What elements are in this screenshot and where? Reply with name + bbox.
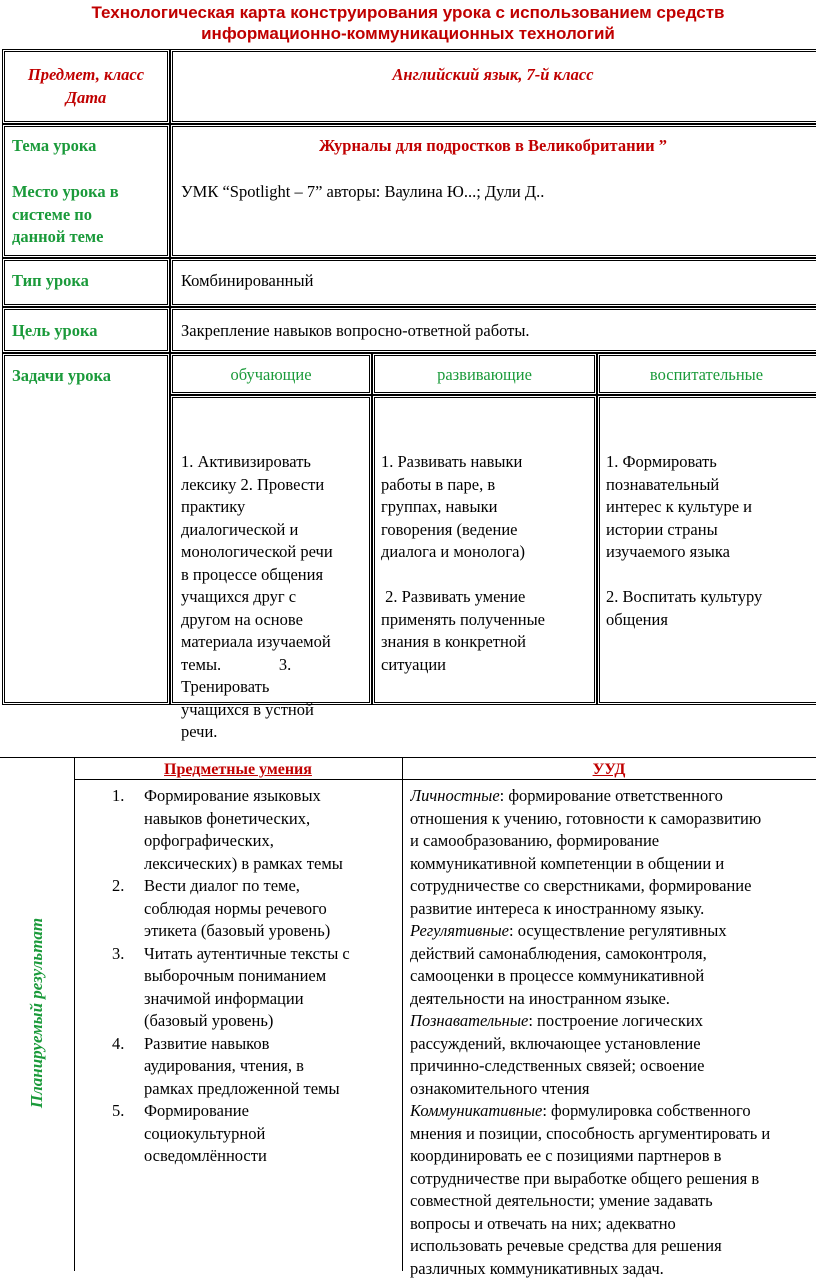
type-value: Комбинированный [181, 271, 314, 290]
place-label: Место урока в системе по данной теме [12, 182, 119, 246]
results-column-divider [402, 757, 403, 1271]
topic-label: Тема урока [12, 136, 97, 155]
tasks-developing-text: 1. Развивать навыки работы в паре, в группах, навыки говорения (ведение диалога и монолога) 2. Развивать умение применять полученные знания в конкретной ситуации [381, 452, 545, 674]
place-value: УМК “Spotlight – 7” авторы: Ваулина Ю...; Дули Д.. [181, 182, 545, 201]
uud-personal: Личностные: формирование ответственного отношения к учению, готовности к саморазвитию и самообразованию, формирование коммуникативной компетенции в общении и сотрудничестве со сверстниками, формирование развитие интереса к иностранному языку. [410, 786, 762, 918]
topic-value: Журналы для подростков в Великобритании ” [318, 136, 667, 155]
results-top-border [0, 757, 816, 758]
goal-label: Цель урока [12, 321, 98, 340]
uud-communicative: Коммуникативные: формулировка собственного мнения и позиции, способность аргументировать и координировать ее с позициями партнеров в сотрудничестве при выработке общего решения в совместной деятельности; умение задавать вопросы и отвечать на них; адекватно использовать речевые средства для решения различных коммуникативных задач. [410, 1101, 771, 1278]
uud-regulatory: Регулятивные: осуществление регулятивных действий самонаблюдения, самоконтроля, самооценки в процессе коммуникативной деятельности на иностранном языке. [410, 921, 727, 1008]
uud-text [410, 785, 816, 1280]
tasks-label-cell [2, 353, 170, 705]
page-title [0, 2, 816, 44]
title-line-1: Технологическая карта конструирования урока с использованием средств [91, 3, 725, 22]
list-item: 4. Развитие навыков аудирования, чтения, в рамках предложенной темы [112, 1033, 340, 1098]
subject-skills-header: Предметные умения [164, 761, 312, 778]
uud-cognitive: Познавательные: построение логических рассуждений, включающее установление причинно-следственных связей; освоение ознакомительного чтения [410, 1011, 705, 1098]
type-label: Тип урока [12, 271, 89, 290]
tasks-header-1: обучающие [230, 365, 312, 384]
tasks-teaching-text: 1. Активизировать лексику 2. Провести практику диалогической и монологической речи в процессе общения учащихся друг с другом на основе материала изучаемой темы. 3. Тренировать учащихся в устной речи. [181, 452, 333, 741]
tasks-header-2: развивающие [437, 365, 532, 384]
subject-label: Предмет, класс Дата [27, 65, 145, 107]
goal-value: Закрепление навыков вопросно-ответной работы. [181, 321, 530, 340]
subject-skills-list [112, 785, 402, 1168]
list-item: 3. Читать аутентичные тексты с выборочным пониманием значимой информации (базовый уровень) [112, 943, 350, 1030]
list-item: 2. Вести диалог по теме, соблюдая нормы речевого этикета (базовый уровень) [112, 876, 331, 940]
list-item: 5. Формирование социокультурной осведомлённости [112, 1101, 267, 1165]
planned-result-label: Планируемый результат [27, 917, 46, 1109]
list-item: 1. Формирование языковых навыков фонетических, орфографических, лексических) в рамках темы [112, 786, 343, 873]
tasks-educational-text: 1. Формировать познавательный интерес к культуре и истории страны изучаемого языка 2. Воспитать культуру общения [606, 452, 763, 629]
uud-header: УУД [592, 761, 626, 778]
title-line-2: информационно-коммуникационных технологий [201, 24, 615, 43]
tasks-header-3: воспитательные [649, 365, 764, 384]
subject-value-cell [170, 49, 816, 124]
results-side-divider [74, 757, 75, 1271]
tasks-label: Задачи урока [12, 366, 112, 385]
subject-value: Английский язык, 7-й класс [392, 65, 594, 84]
